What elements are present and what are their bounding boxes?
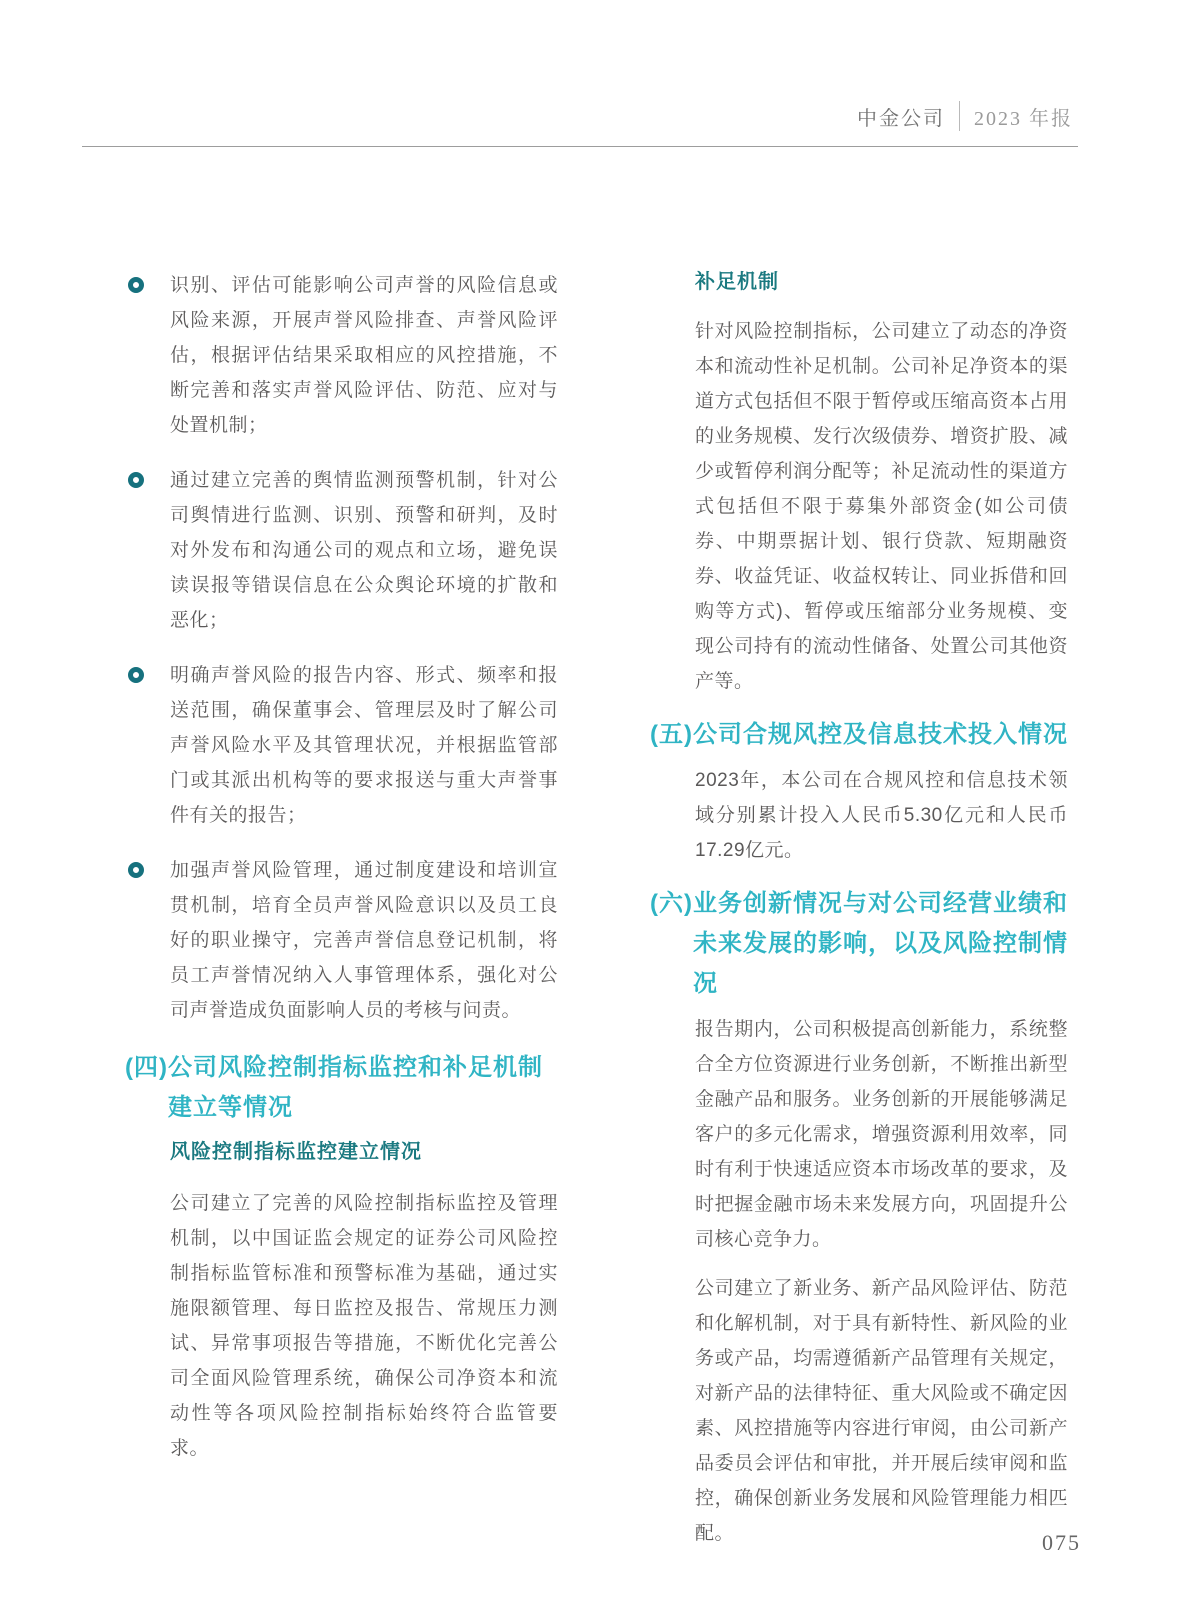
section-number: (五) [650,721,693,748]
header-edition-label: 2023 年报 [974,107,1073,130]
header-company-label: 中金公司 [857,107,945,130]
section-number: (四) [125,1054,168,1081]
section-title: 公司风险控制指标监控和补足机制建立等情况 [167,1054,543,1121]
subsection-heading-replenishment: 补足机制 [695,271,779,293]
bullet-ring-icon [128,862,144,878]
right-column [650,268,1068,1551]
section-title: 公司合规风控及信息技术投入情况 [692,721,1068,748]
bullet-ring-icon [128,472,144,488]
paragraph-compliance-investment: 2023年，本公司在合规风控和信息技术领域分别累计投入人民币5.30亿元和人民币17.29亿元。 [695,770,1068,861]
list-item [125,658,558,833]
section-number: (六) [650,890,693,917]
bullet-text: 明确声誉风险的报告内容、形式、频率和报送范围，确保董事会、管理层及时了解公司声誉风险水平及其管理状况，并根据监管部门或其派出机构等的要求报送与重大声誉事件有关的报告； [170,665,558,826]
page-number: 075 [1042,1530,1081,1555]
bullet-text: 加强声誉风险管理，通过制度建设和培训宣贯机制，培育全员声誉风险意识以及员工良好的职业操守，完善声誉信息登记机制，将员工声誉情况纳入人事管理体系，强化对公司声誉造成负面影响人员的考核与问责。 [170,860,558,1021]
bullet-text: 识别、评估可能影响公司声誉的风险信息或风险来源，开展声誉风险排查、声誉风险评估，根据评估结果采取相应的风控措施，不断完善和落实声誉风险评估、防范、应对与处置机制； [170,275,558,436]
list-item [125,853,558,1028]
header-divider [959,101,960,131]
bullet-ring-icon [128,277,144,293]
page-header [857,101,1073,131]
header-rule [82,146,1078,147]
section-6-heading [650,884,1068,1004]
paragraph-risk-indicator-monitoring: 公司建立了完善的风险控制指标监控及管理机制，以中国证监会规定的证券公司风险控制指标监管标准和预警标准为基础，通过实施限额管理、每日监控及报告、常规压力测试、异常事项报告等措施，不断优化完善公司全面风险管理系统，确保公司净资本和流动性等各项风险控制指标始终符合监管要求。 [170,1193,558,1459]
paragraph-innovation-2: 公司建立了新业务、新产品风险评估、防范和化解机制，对于具有新特性、新风险的业务或产品，均需遵循新产品管理有关规定，对新产品的法律特征、重大风险或不确定因素、风控措施等内容进行审阅，由公司新产品委员会评估和审批，并开展后续审阅和监控，确保创新业务发展和风险管理能力相匹配。 [695,1278,1068,1544]
section-4-heading [125,1048,558,1128]
section-title: 业务创新情况与对公司经营业绩和未来发展的影响，以及风险控制情况 [692,890,1068,997]
list-item [125,463,558,638]
list-item [125,268,558,443]
bullet-list [125,268,558,1028]
subsection-heading-risk-indicator-monitoring: 风险控制指标监控建立情况 [170,1141,422,1163]
left-column [125,268,558,1466]
paragraph-replenishment: 针对风险控制指标，公司建立了动态的净资本和流动性补足机制。公司补足净资本的渠道方式包括但不限于暂停或压缩高资本占用的业务规模、发行次级债券、增资扩股、减少或暂停利润分配等；补足流动性的渠道方式包括但不限于募集外部资金(如公司债券、中期票据计划、银行贷款、短期融资券、收益凭证、收益权转让、同业拆借和回购等方式)、暂停或压缩部分业务规模、变现公司持有的流动性储备、处置公司其他资产等。 [695,321,1068,692]
bullet-ring-icon [128,667,144,683]
bullet-text: 通过建立完善的舆情监测预警机制，针对公司舆情进行监测、识别、预警和研判，及时对外发布和沟通公司的观点和立场，避免误读误报等错误信息在公众舆论环境的扩散和恶化； [170,470,558,631]
section-5-heading [650,715,1068,755]
paragraph-innovation-1: 报告期内，公司积极提高创新能力，系统整合全方位资源进行业务创新，不断推出新型金融产品和服务。业务创新的开展能够满足客户的多元化需求，增强资源利用效率，同时有利于快速适应资本市场改革的要求，及时把握金融市场未来发展方向，巩固提升公司核心竞争力。 [695,1019,1068,1250]
